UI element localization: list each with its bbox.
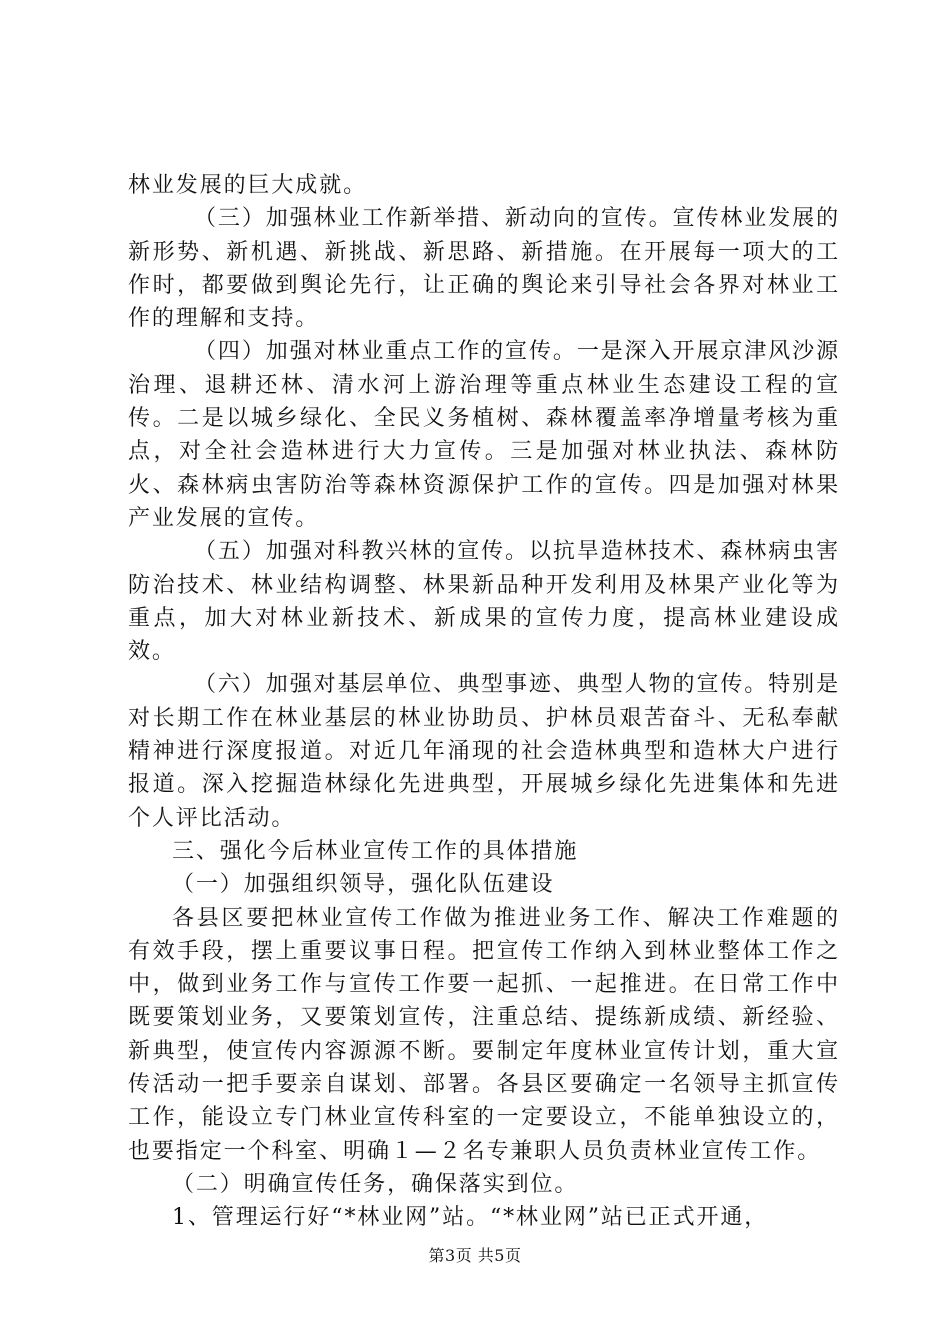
subheading-1: （一）加强组织领导，强化队伍建设 (172, 872, 555, 898)
paragraph-organization: 各县区要把林业宣传工作做为推进业务工作、解决工作难题的有效手段，摆上重要议事日程。把宣传工作纳入到林业整体工作之中，做到业务工作与宣传工作要一起抓、一起推进。在日常工作中既要策划业务，又要策划宣传，注重总结、提练新成绩、新经验、新典型，使宣传内容源源不断。要制定年度林业宣传计划，重大宣传活动一把手要亲自谋划、部署。各县区要确定一名领导主抓宣传工作，能设立专门林业宣传科室的一定要设立，不能单独设立的，也要指定一个科室、明确１—２名专兼职人员负责林业宣传工作。 (128, 905, 840, 1164)
heading-part-3: 三、强化今后林业宣传工作的具体措施 (172, 838, 579, 864)
subheading-2: （二）明确宣传任务，确保落实到位。 (172, 1171, 579, 1197)
page-footer: 第3页 共5页 (428, 1246, 522, 1265)
paragraph-continuation: 林业发展的巨大成就。 (128, 173, 368, 198)
paragraph-section-3: （三）加强林业工作新举措、新动向的宣传。宣传林业发展的新形势、新机遇、新挑战、新思路、新措施。在开展每一项大的工作时，都要做到舆论先行，让正确的舆论来引导社会各界对林业工作的理解和支持。 (128, 206, 840, 332)
paragraph-section-4: （四）加强对林业重点工作的宣传。一是深入开展京津风沙源治理、退耕还林、清水河上游治理等重点林业生态建设工程的宣传。二是以城乡绿化、全民义务植树、森林覆盖率净增量考核为重点，对全社会造林进行大力宣传。三是加强对林业执法、森林防火、森林病虫害防治等森林资源保护工作的宣传。四是加强对林果产业发展的宣传。 (128, 339, 840, 531)
paragraph-section-6: （六）加强对基层单位、典型事迹、典型人物的宣传。特别是对长期工作在林业基层的林业协助员、护林员艰苦奋斗、无私奉献精神进行深度报道。对近几年涌现的社会造林典型和造林大户进行报道。深入挖掘造林绿化先进典型，开展城乡绿化先进集体和先进个人评比活动。 (128, 672, 840, 831)
document-body (128, 169, 840, 1235)
paragraph-item-1: 1、管理运行好“*林业网”站。“*林业网”站已正式开通， (172, 1205, 769, 1231)
paragraph-section-5: （五）加强对科教兴林的宣传。以抗旱造林技术、森林病虫害防治技术、林业结构调整、林果新品种开发利用及林果产业化等为重点，加大对林业新技术、新成果的宣传力度，提高林业建设成效。 (128, 539, 840, 665)
